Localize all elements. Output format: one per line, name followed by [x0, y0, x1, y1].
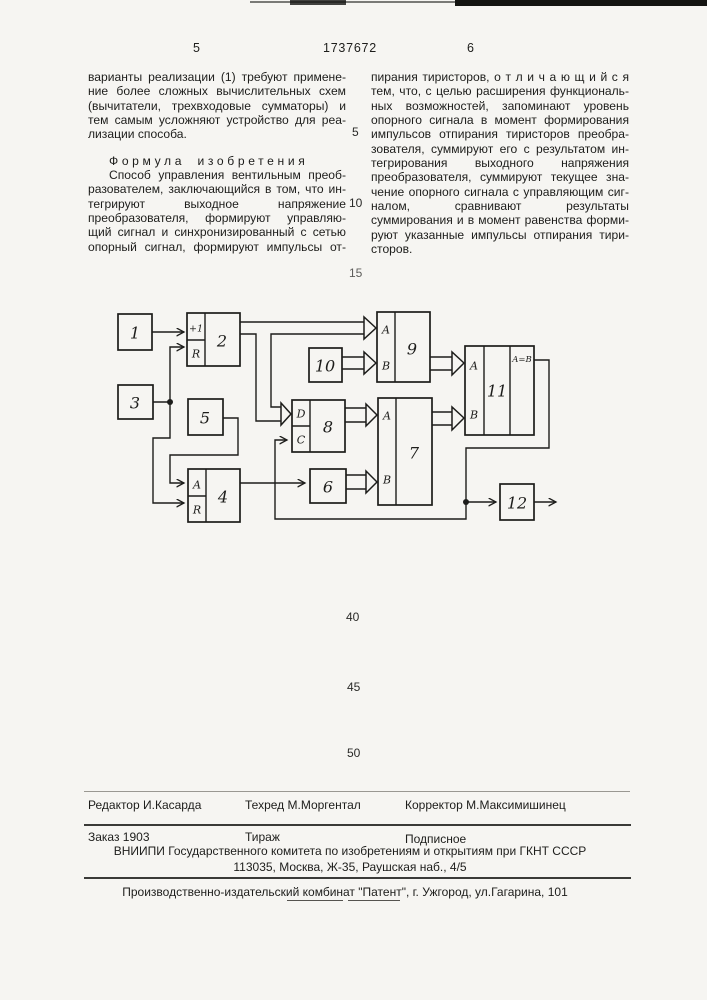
block-4-label: 4 — [217, 487, 229, 507]
line-number-45: 45 — [347, 680, 361, 694]
block-4-input-r: R — [192, 503, 202, 517]
text-line: разователем, заключающийся в том, что ин- — [88, 182, 346, 197]
wire-11-feedback — [466, 360, 549, 501]
block-8-input-c: C — [296, 433, 306, 447]
block-8-label: 8 — [322, 417, 334, 437]
bus-arrowhead-7B — [366, 471, 377, 493]
page-number-right: 6 — [467, 41, 475, 55]
text-line: суммирования и в момент равенства форми- — [371, 213, 629, 228]
claims-heading: Формула изобретения — [109, 153, 309, 168]
text-line: чение опорного сигнала с управляющим сиг- — [371, 184, 629, 199]
text-line: преобразователя, суммируют текущее зна- — [371, 170, 629, 185]
text-line: ных возможностей, запоминают уровень — [371, 98, 629, 113]
footer-rule-bottom — [84, 877, 631, 879]
text-line: зователя, суммируют его с результатом ин- — [371, 141, 629, 156]
block-5 — [188, 399, 223, 435]
order-number: Заказ 1903 — [88, 830, 150, 844]
line-number-40: 40 — [346, 610, 360, 624]
block-6-label: 6 — [322, 477, 334, 497]
text-line: ние более сложных вычислительных схем — [88, 84, 346, 99]
block-7-input-b: B — [382, 473, 392, 487]
publisher-underline — [287, 900, 343, 901]
text-line: (вычитатели, трехвходовые сумматоры) и — [88, 98, 346, 113]
block-12-label: 12 — [506, 493, 528, 513]
wire-junction-to-4R — [153, 402, 184, 503]
block-2-input-r: R — [191, 347, 201, 361]
block-9-input-a: A — [382, 323, 390, 337]
line-number-10: 10 — [349, 196, 363, 210]
footer-rule-top — [84, 791, 630, 792]
page-number-left: 5 — [193, 41, 201, 55]
text-line: Способ управления вентильным преоб- — [109, 168, 346, 183]
block-8 — [292, 400, 345, 452]
block-11-input-b: B — [469, 408, 479, 422]
text-line: преобразователя, формируют управляю- — [88, 211, 346, 226]
corrector-credit: Корректор М.Максимишинец — [405, 798, 566, 812]
wire-junction-to-2R — [170, 347, 184, 402]
tirazh-label: Тираж — [245, 830, 280, 844]
block-3 — [118, 385, 153, 419]
line-number-5: 5 — [352, 125, 359, 139]
block-7 — [378, 398, 432, 505]
bus-arrowhead-7A — [366, 404, 377, 426]
editor-credit: Редактор И.Касарда — [88, 798, 202, 812]
bus-arrowhead-11B — [452, 407, 464, 430]
line-number-50: 50 — [347, 746, 361, 760]
bus-arrowhead-9A — [364, 317, 376, 339]
block-11 — [465, 346, 534, 435]
block-2-input-plus1: +1 — [188, 323, 204, 335]
block-4 — [188, 469, 240, 522]
text-line: руют указанные импульсы отпирания тири- — [371, 227, 629, 242]
bus-arrowhead-9B — [364, 352, 376, 374]
text-line: щий сигнал и синхронизированный с сетью — [88, 225, 346, 240]
text-line: опорный сигнал, формируют импульсы от- — [88, 239, 346, 254]
block-9 — [377, 312, 430, 382]
block-1-label: 1 — [129, 323, 141, 343]
wires — [152, 332, 556, 519]
block-2-label: 2 — [216, 331, 228, 351]
junction-dot — [463, 499, 469, 505]
document-number: 1737672 — [323, 41, 377, 55]
text-line: тем самым усложняют устройство для реа- — [88, 113, 346, 128]
block-12 — [500, 484, 534, 520]
block-8-input-d: D — [296, 407, 306, 421]
block-3-label: 3 — [129, 393, 141, 413]
block-2 — [187, 313, 240, 366]
bus-arrowhead-8D — [281, 403, 291, 425]
text-line: пирания тиристоров, о т л и ч а ю щ и й с я — [371, 70, 629, 84]
wire-5-to-4A — [170, 418, 238, 483]
block-1 — [118, 314, 152, 350]
block-10-label: 10 — [314, 356, 336, 376]
junction-dot — [167, 399, 173, 405]
block-11-label: 11 — [486, 381, 508, 401]
podpisnoe-label: Подписное — [405, 832, 467, 846]
text-line: тегрируют выходное напряжение — [88, 196, 346, 211]
bus-arrowhead-11A — [452, 352, 464, 375]
block-6 — [310, 469, 346, 503]
block-7-label: 7 — [408, 443, 420, 463]
text-line: тегрирования выходного напряжения — [371, 156, 629, 171]
text-line: варианты реализации (1) требуют примене- — [88, 70, 346, 84]
publisher-underline — [348, 900, 400, 901]
line-number-15: 15 — [349, 266, 363, 280]
text-line: сторов. — [371, 242, 413, 257]
text-line: импульсов отпирания тиристоров преобра- — [371, 127, 629, 142]
bus-2-tap-to-8D-left — [240, 334, 281, 421]
techred-credit: Техред М.Моргентал — [245, 798, 361, 812]
vniipi-line: ВНИИПИ Государственного комитета по изобретениям и открытиям при ГКНТ СССР — [113, 844, 587, 858]
text-line: тем, что, с целью расширения функциональ- — [371, 84, 629, 99]
text-line: лизации способа. — [88, 127, 187, 142]
block-9-input-b: B — [381, 359, 391, 373]
block-10 — [309, 348, 342, 382]
block-5-label: 5 — [199, 408, 211, 428]
block-11-output-aeqb: A=B — [512, 355, 532, 365]
vniipi-address: 113035, Москва, Ж-35, Раушская наб., 4/5 — [233, 860, 467, 874]
publisher-line: Производственно-издательский комбинат "Патент", г. Ужгород, ул.Гагарина, 101 — [122, 885, 568, 899]
text-line: опорного сигнала в момент формирования — [371, 113, 629, 128]
footer-rule-mid — [84, 824, 631, 826]
block-9-label: 9 — [406, 339, 418, 359]
block-4-input-a: A — [193, 478, 201, 492]
block-11-input-a: A — [470, 359, 478, 373]
text-line: налом, сравнивают результаты — [371, 199, 629, 214]
block-7-input-a: A — [383, 409, 391, 423]
